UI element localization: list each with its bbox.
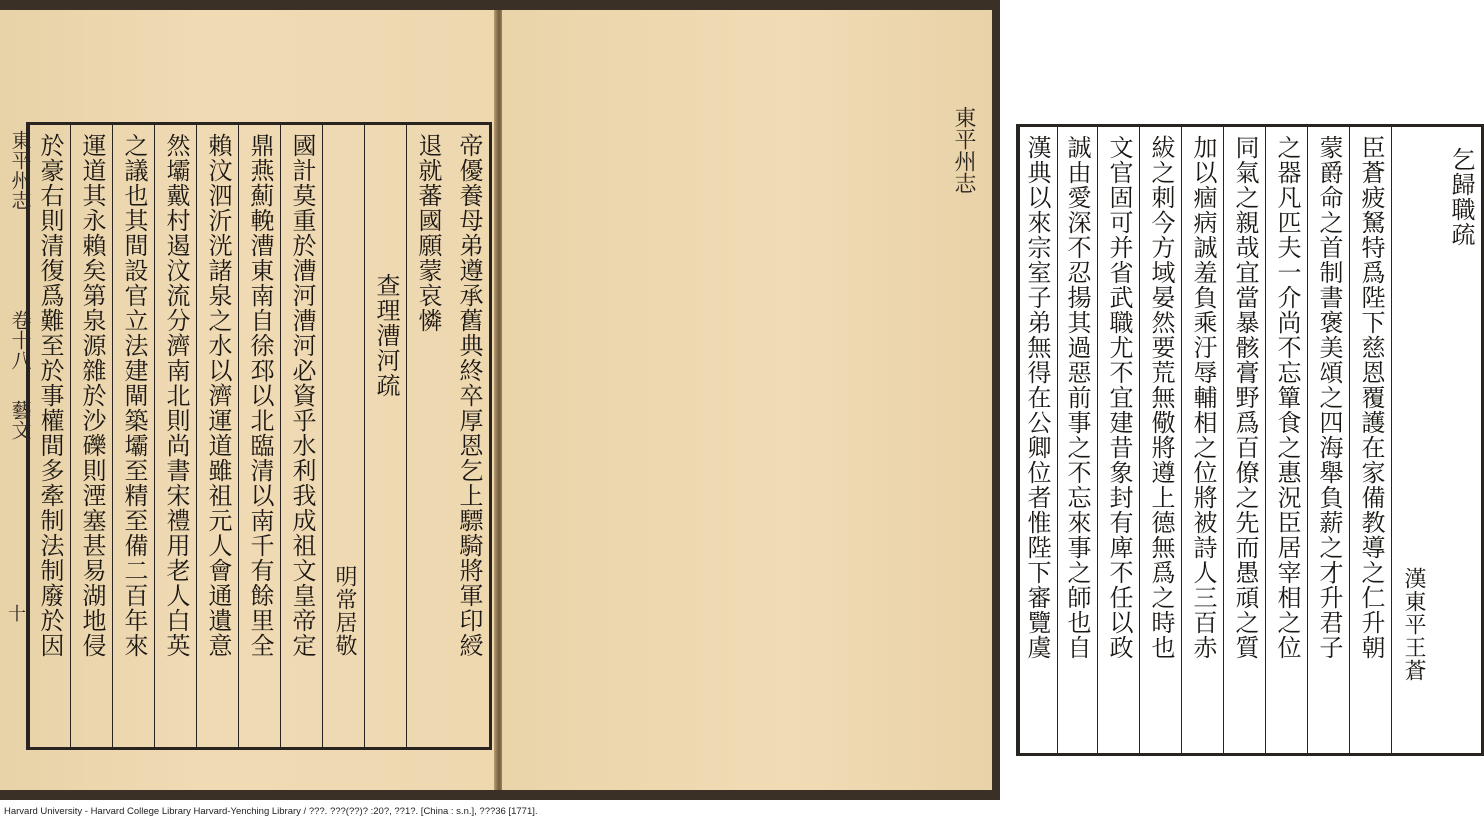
right-column-5: 之器凡匹夫一介尚不忘簞食之惠況臣居宰相之位 [1265,127,1307,753]
right-column-3: 臣蒼疲駑特爲陛下慈恩覆護在家備教導之仁升朝 [1349,127,1391,753]
left-page-number: 十 [8,604,26,625]
right-text-frame [1016,124,1484,756]
left-column-6: 鼎燕薊輓漕東南自徐邳以北臨清以南千有餘里全 [238,125,280,747]
right-column-9: 文官固可并省武職尤不宜建昔象封有庳不任以政 [1097,127,1139,753]
right-column-4: 蒙爵命之首制書褒美頌之四海舉負薪之才升君子 [1307,127,1349,753]
left-column-11: 於豪右則清復爲難至於事權間多牽制法制廢於因 [29,125,70,747]
right-column-10: 誠由愛深不忍揚其過惡前事之不忘來事之師也自 [1057,127,1097,753]
right-column-6: 同氣之親哉宜當暴骸膏野爲百僚之先而愚頑之質 [1223,127,1265,753]
left-text-frame [26,122,492,750]
left-column-9: 之議也其間設官立法建閘築壩至精至備二百年來 [112,125,154,747]
left-section-label: 藝文 [8,400,32,440]
left-column-4: 明常居敬 [322,125,364,747]
right-page [502,10,1475,790]
left-column-8: 然壩戴村遏汶流分濟南北則尚書宋禮用老人白英 [154,125,196,747]
right-column-1: 乞歸職疏 [1447,147,1475,247]
right-column-11: 漢典以來宗室子弟無得在公卿位者惟陛下審覽虞 [1019,127,1057,753]
right-column-8: 紱之刺今方域晏然要荒無儆將遵上德無爲之時也 [1139,127,1181,753]
right-banner: 東平州志 [951,106,976,194]
left-column-3: 查理漕河疏 [364,125,406,747]
left-banner: 東平州志 [8,130,32,210]
left-column-2: 退就蕃國願蒙哀憐 [406,125,448,747]
left-column-7: 賴汶泗沂洸諸泉之水以濟運道雖祖元人會通遺意 [196,125,238,747]
source-caption: Harvard University - Harvard College Library Harvard-Yenching Library / ???. ???(??)? :20?, ??1?. [China : s.n.], ???36 [1771]. [4,806,538,817]
left-page [0,10,496,790]
left-column-10: 運道其永賴矣第泉源雜於沙礫則湮塞甚易湖地侵 [70,125,112,747]
right-column-2: 漢東平王蒼 [1391,127,1433,753]
left-column-5: 國計莫重於漕河漕河必資乎水利我成祖文皇帝定 [280,125,322,747]
left-volume-marker: 卷十八 [8,310,32,370]
right-column-7: 加以痼病誠羞負乘汙辱輔相之位將被詩人三百赤 [1181,127,1223,753]
left-column-1: 帝優養母弟遵承舊典終卒厚恩乞上驃騎將軍印綬 [455,133,483,658]
